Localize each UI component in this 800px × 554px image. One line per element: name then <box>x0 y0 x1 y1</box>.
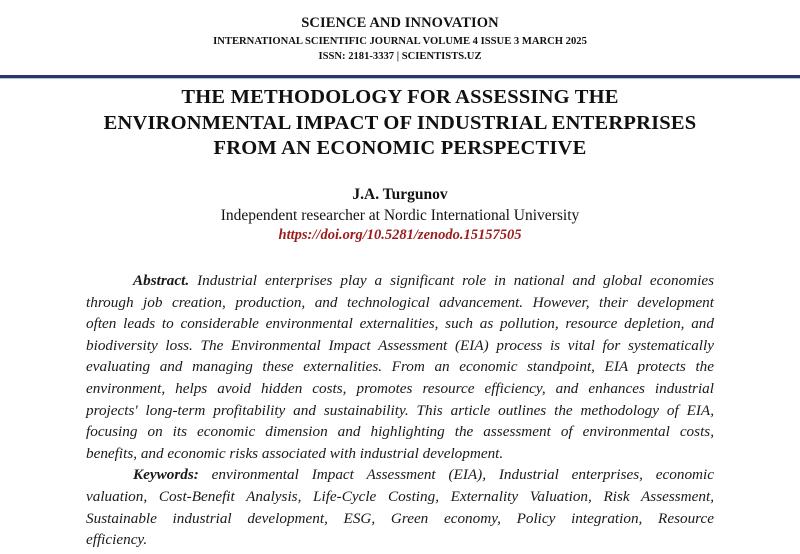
author-affiliation: Independent researcher at Nordic International University <box>220 207 580 224</box>
author-name: J.A. Turgunov <box>352 186 448 203</box>
title-line-3: FROM AN ECONOMIC PERSPECTIVE <box>213 137 587 159</box>
title-line-1: THE METHODOLOGY FOR ASSESSING THE <box>181 86 619 108</box>
keywords-line: efficiency. <box>86 531 148 549</box>
doi-link[interactable]: https://doi.org/10.5281/zenodo.15157505 <box>278 227 522 243</box>
abstract-line: benefits, and economic risks associated with industrial development. <box>86 444 504 462</box>
paper-title <box>0 85 800 162</box>
abstract-line: often leads to considerable environmental externalities, such as pollution, resource depletion, and <box>86 315 714 333</box>
abstract-line: evaluating and managing these externalities. From an economic standpoint, EIA protects the <box>86 358 714 376</box>
abstract-line: focusing on its economic dimension and highlighting the assessment of environmental costs, <box>86 423 714 441</box>
journal-volume-info: INTERNATIONAL SCIENTIFIC JOURNAL VOLUME 4 ISSUE 3 MARCH 2025 <box>213 36 587 47</box>
journal-name: SCIENCE AND INNOVATION <box>301 15 499 31</box>
abstract-label: Abstract. <box>133 272 190 289</box>
keywords-label: Keywords: <box>133 466 199 484</box>
keywords-line: Sustainable industrial development, ESG, Green economy, Policy integration, Resource <box>86 509 714 527</box>
title-line-2: ENVIRONMENTAL IMPACT OF INDUSTRIAL ENTERPRISES <box>103 111 697 134</box>
abstract-section <box>86 270 714 551</box>
author-block <box>0 186 800 244</box>
abstract-line: projects' long-term profitability and sustainability. This article outlines the methodology of EIA, <box>86 401 714 419</box>
abstract-line: through job creation, production, and technological advancement. However, their development <box>86 293 714 311</box>
abstract-line: biodiversity loss. The Environmental Impact Assessment (EIA) process is vital for systematically <box>86 336 714 354</box>
header-divider <box>0 75 800 79</box>
abstract-line: environment, helps avoid hidden costs, promotes resource efficiency, and enhances industrial <box>86 379 714 397</box>
keywords-line: valuation, Cost-Benefit Analysis, Life-Cycle Costing, Externality Valuation, Risk Assessment, <box>86 487 714 505</box>
keywords-line: Keywords: environmental Impact Assessment (EIA), Industrial enterprises, economic <box>133 466 714 484</box>
abstract-line: Abstract. Industrial enterprises play a significant role in national and global economies <box>133 272 714 289</box>
journal-issn: ISSN: 2181-3337 | SCIENTISTS.UZ <box>318 51 482 62</box>
